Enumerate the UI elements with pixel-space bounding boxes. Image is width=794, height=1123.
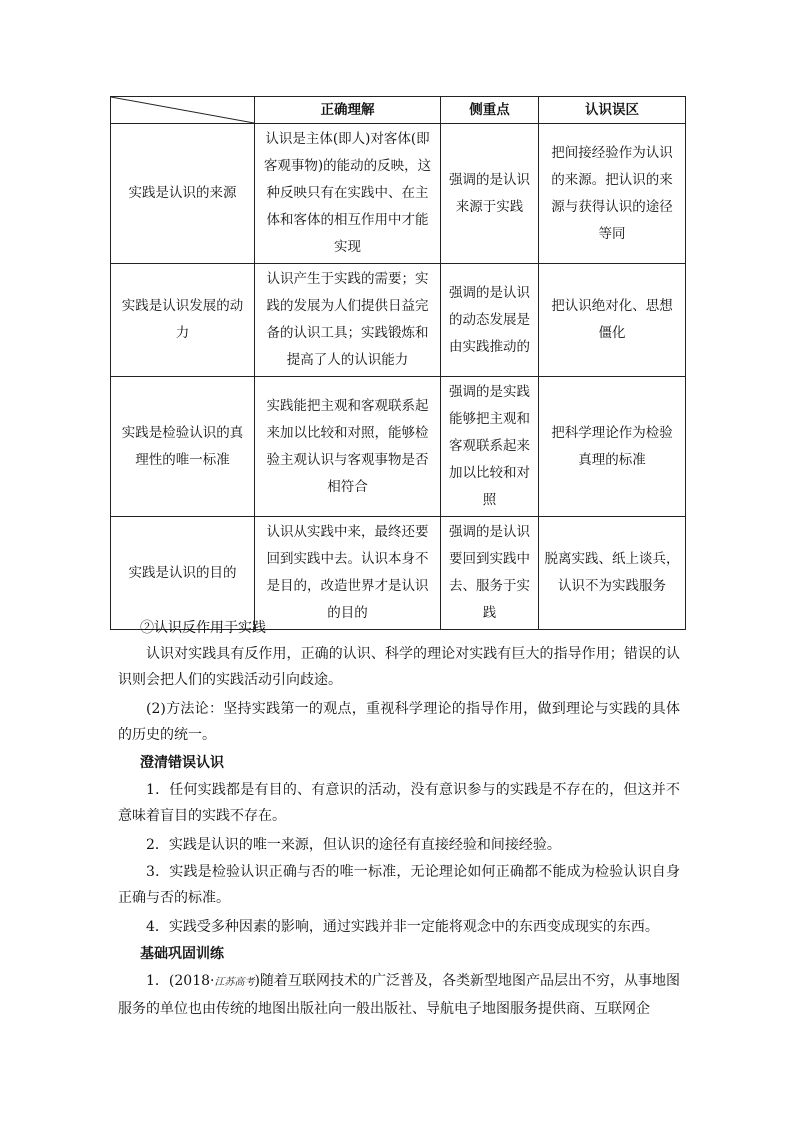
understanding-cell: 实践能把主观和客观联系起 来加以比较和对照，能够检 验主观认识与客观事物是否 相符合 (255, 377, 441, 517)
row-label: 实践是认识的目的 (111, 517, 255, 630)
question-source: 江苏高考 (214, 977, 255, 988)
focus-cell: 强调的是认识 的动态发展是 由实践推动的 (441, 264, 539, 377)
section-heading-errors: 澄清错误认识 (140, 755, 224, 771)
understanding-cell: 认识产生于实践的需要；实 践的发展为人们提供日益完 备的认识工具；实践锻炼和 提高了人的认识能力 (255, 264, 441, 377)
row-label: 实践是认识的来源 (111, 124, 255, 264)
table-row (111, 377, 686, 517)
misconception-cell: 把间接经验作为认识 的来源。把认识的来 源与获得认识的途径 等同 (539, 124, 686, 264)
list-item: 2．实践是认识的唯一来源，但认识的途径有直接经验和间接经验。 (146, 837, 561, 853)
question-text: )随着互联网技术的广泛普及，各类新型地图产品层出不穷，从事地图服务的单位也由传统的地图出版社向一般出版社、导航电子地图服务提供商、互联网企 (118, 973, 680, 1017)
list-item: 3．实践是检验认识正确与否的唯一标准，无论理论如何正确都不能成为检验认识自身正确与否的标准。 (118, 864, 680, 906)
table-row (111, 264, 686, 377)
understanding-cell: 认识是主体(即人)对客体(即 客观事物)的能动的反映，这 种反映只有在实践中、在主 体和客体的相互作用中才能 实现 (255, 124, 441, 264)
table-row (111, 124, 686, 264)
diagonal-line (111, 97, 254, 123)
table-header-row (111, 97, 686, 124)
row-label: 实践是认识发展的动 力 (111, 264, 255, 377)
focus-cell: 强调的是实践 能够把主观和 客观联系起来 加以比较和对 照 (441, 377, 539, 517)
section-heading-training: 基础巩固训练 (140, 946, 224, 962)
paragraph-methodology: (2)方法论：坚持实践第一的观点，重视科学理论的指导作用，做到理论与实践的具体的历史的统一。 (118, 701, 680, 743)
understanding-cell: 认识从实践中来，最终还要 回到实践中去。认识本身不 是目的，改造世界才是认识 的目的 (255, 517, 441, 630)
misconception-cell: 把认识绝对化、思想 僵化 (539, 264, 686, 377)
subsection-title: ②认识反作用于实践 (140, 620, 266, 636)
focus-cell: 强调的是认识 来源于实践 (441, 124, 539, 264)
list-item: 4．实践受多种因素的影响，通过实践并非一定能将观念中的东西变成现实的东西。 (146, 919, 659, 935)
header-misconception: 认识误区 (539, 97, 686, 124)
table-row (111, 517, 686, 630)
question-number: 1．(2018· (146, 973, 215, 989)
focus-cell: 强调的是认识 要回到实践中 去、服务于实 践 (441, 517, 539, 630)
paragraph-reaction: 认识对实践具有反作用，正确的认识、科学的理论对实践有巨大的指导作用；错误的认识则会把人们的实践活动引向歧途。 (118, 646, 680, 688)
row-label: 实践是检验认识的真 理性的唯一标准 (111, 377, 255, 517)
question-1 (118, 968, 680, 1022)
diagonal-header-cell (111, 97, 255, 124)
comparison-table (110, 96, 686, 630)
misconception-cell: 脱离实践、纸上谈兵， 认识不为实践服务 (539, 517, 686, 630)
header-understanding: 正确理解 (255, 97, 441, 124)
header-focus: 侧重点 (441, 97, 539, 124)
list-item: 1．任何实践都是有目的、有意识的活动，没有意识参与的实践是不存在的，但这并不意味着盲目的实践不存在。 (118, 782, 680, 824)
misconception-cell: 把科学理论作为检验 真理的标准 (539, 377, 686, 517)
